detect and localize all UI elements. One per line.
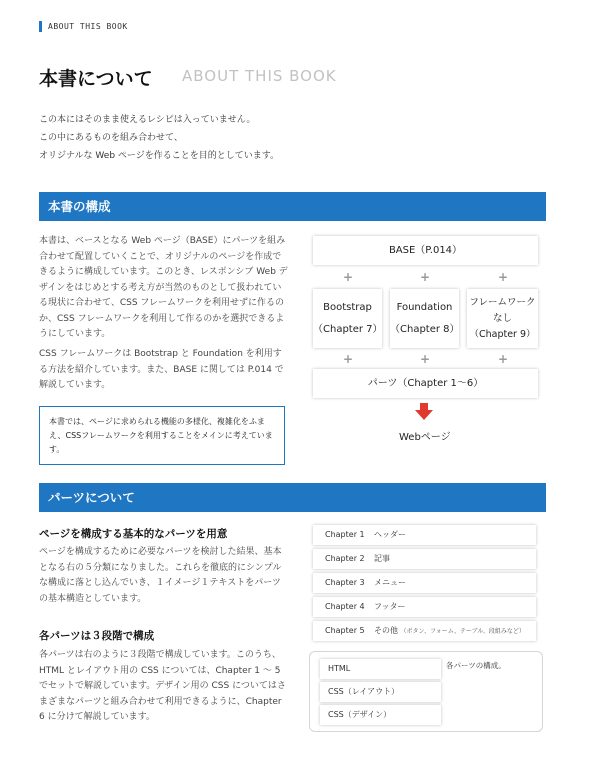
plus-sign: + [497,352,509,366]
level-row-css-design: CSS（デザイン） [320,705,441,725]
chapter-desc: メニュー [374,578,406,587]
plus-sign: + [342,270,354,284]
down-arrow-icon [415,403,433,421]
page-subtitle: ABOUT THIS BOOK [182,67,337,85]
chapter-row [313,525,536,545]
chapter-number: Chapter 5 [325,626,365,635]
diagram-no-framework-box [467,289,538,348]
box-line: フレームワーク [469,296,536,308]
intro-text [39,111,339,165]
paragraph: CSS フレームワークは Bootstrap と Foundation を利用する方法を紹介しています。また、BASE に関しては P.014 で解説しています。 [39,349,284,390]
structure-paragraph-1 [39,234,289,343]
chapter-row [313,573,536,593]
box-line: なし [492,312,512,324]
chapter-desc [374,621,525,642]
intro-line: オリジナルな Web ページを作ることを目的としています。 [39,151,279,161]
diagram-bootstrap-box [313,289,382,348]
subheading-three-levels: 各パーツは３段階で構成 [39,630,155,642]
diagram-parts-box: パーツ（Chapter 1～6） [313,369,538,398]
basic-parts-paragraph: ページを構成するために必要なパーツを検討した結果、基本となる右の５分類になりました。これらを徹底的にシンプルな構成に落とし込んでいき、１イメージ１テキストをパーツの基本構造としています。 [39,547,282,604]
structure-paragraph-2 [39,347,289,394]
box-line: Foundation [396,301,453,313]
intro-line: この中にあるものを組み合わせて、 [39,133,183,143]
plus-sign: + [497,270,509,284]
levels-caption: 各パーツの構成。 [446,661,506,670]
plus-sign: + [419,352,431,366]
box-line: （Chapter 9） [469,328,536,340]
chapter-desc-text: その他 [374,626,398,635]
paragraph: 本書は、ベースとなる Web ページ（BASE）にパーツを組み合わせて配置していくことで、オリジナルのページを作成できるように構成しています。このとき、レスポンシブ Web デザインをはじめとする考え方が当然のものとして扱われている現状に合わせて、CSS フレームワークを利用せずに作るのか、CSS フレームワークを利用して作るのかを選択できるようにしています。 [39,236,288,339]
chapter-row [313,597,536,617]
chapter-number: Chapter 4 [325,602,365,611]
chapter-desc: フッター [374,602,406,611]
page-title: 本書について [39,68,153,90]
diagram-base-box: BASE（P.014） [313,236,538,265]
diagram-result-label: Webページ [399,432,451,443]
chapter-desc: 記事 [374,554,390,563]
plus-sign: + [342,352,354,366]
note-box: 本書では、ページに求められる機能の多様化、複雑化をふまえ、CSSフレームワークを利用することをメインに考えています。 [39,406,285,465]
plus-sign: + [419,270,431,284]
level-row-css-layout: CSS（レイアウト） [320,682,441,702]
chapter-row [313,549,536,569]
subheading-basic-parts: ページを構成する基本的なパーツを用意 [39,528,228,540]
section-heading-structure: 本書の構成 [39,192,546,221]
chapter-desc: ヘッダー [374,530,406,539]
level-row-html: HTML [320,659,441,679]
diagram-foundation-box [390,289,459,348]
intro-line: この本にはそのまま使えるレシピは入っていません。 [39,115,256,125]
section-heading-parts: パーツについて [39,483,546,512]
box-line: （Chapter 7） [313,323,383,335]
box-line: （Chapter 8） [390,323,460,335]
chapter-row [313,621,536,641]
running-header: ABOUT THIS BOOK [39,21,128,32]
chapter-note: （ボタン、フォーム、テーブル、段組みなど） [400,628,525,635]
chapter-number: Chapter 3 [325,578,365,587]
three-levels-paragraph: 各パーツは右のように３段階で構成しています。このうち、HTML とレイアウト用の CSS については、Chapter 1 ～ 5 でセットで解説しています。デザイン用の CSS についてはさまざまなパーツと組み合わせて利用できるように、Chapter 6 に分けて解説しています。 [39,650,286,722]
chapter-number: Chapter 1 [325,530,365,539]
box-line: Bootstrap [323,301,372,313]
chapter-number: Chapter 2 [325,554,365,563]
